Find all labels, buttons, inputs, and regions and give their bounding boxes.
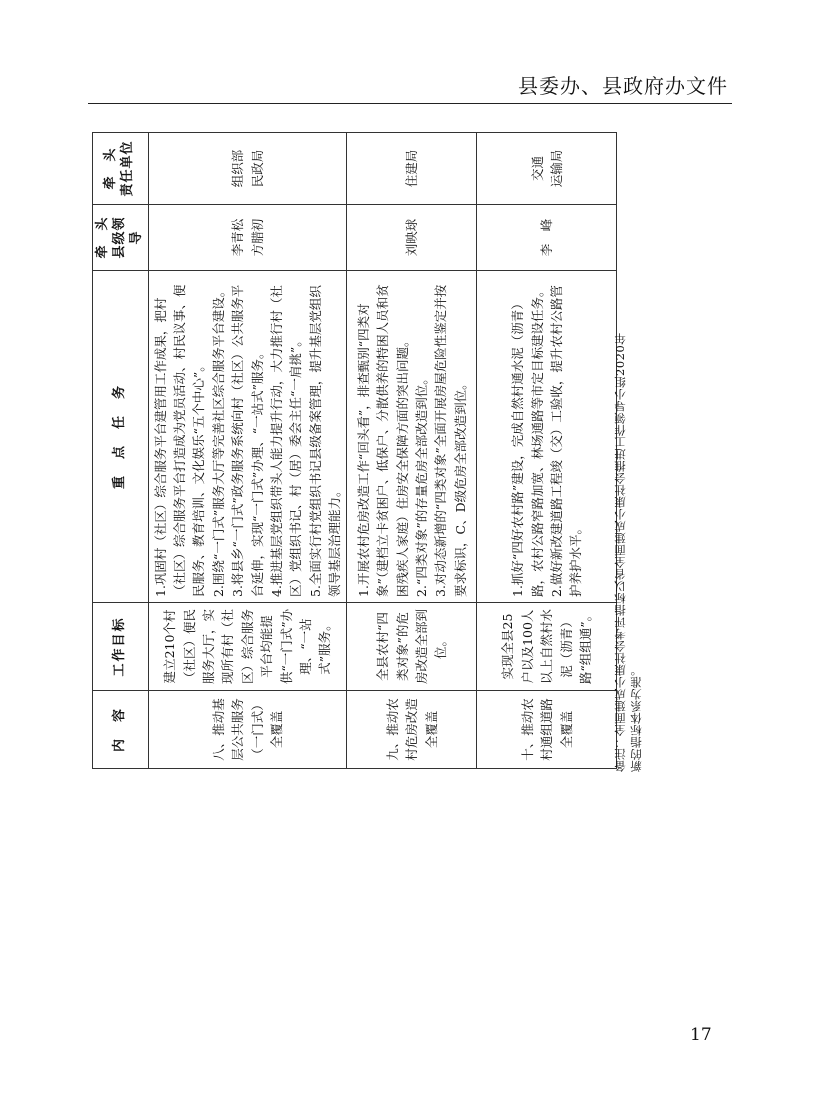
leader-name: 刘映球: [404, 218, 420, 257]
table-row: [477, 133, 617, 769]
leader-name: 李 峰: [539, 218, 555, 257]
header-divider: [88, 103, 732, 104]
footnote: 备注：全面建成小康社会考评指标以省全面建成小康社会推进工作领导小组2020年新的指标体系为准。: [613, 332, 643, 772]
row-leader: [477, 205, 617, 271]
row-content: 八、推动基层公共服务（一门式）全覆盖: [148, 691, 347, 769]
task-item: 4.推进基层党组织带头人能力提升行动，大力推行村（社区）党组织书记、村（居）委会主任“一肩挑”。: [268, 285, 304, 597]
task-item: 2.围绕“一门式”服务大厅等完善社区综合服务平台建设。: [210, 284, 226, 597]
row-goal: 实现全县25户以及100人以上自然村水泥（沥青）路“组组通”。: [477, 603, 617, 691]
row-tasks: [347, 271, 477, 603]
row-unit: [477, 133, 617, 205]
task-item: 1.抓好“四好农村路”建设，完成自然村通水泥（沥青）路，农村公路窄路加宽、林场通路等市定目标建设任务。: [510, 284, 545, 597]
task-item: 3.将县乡“一门式”政务服务系统向村（社区）公共服务平台延伸，实现“一门式”办理、“一站式”服务。: [230, 284, 265, 597]
table-row: [148, 133, 347, 769]
table-header-row: [93, 133, 149, 769]
row-content: 九、推动农村危房改造全覆盖: [347, 691, 477, 769]
header-tasks: 重 点 任 务: [93, 271, 149, 603]
unit-name: 住建局: [404, 149, 420, 188]
task-item: 2.“四类对象”的存量危房全部改造到位。: [413, 372, 429, 597]
row-leader: [347, 205, 477, 271]
rotated-table-area: [92, 133, 610, 769]
row-unit: [347, 133, 477, 205]
unit-name: 民政局: [249, 149, 265, 188]
row-unit: [148, 133, 347, 205]
task-item: 5.全面实行村党组织书记县级备案管理，提升基层党组织领导基层治理能力。: [307, 285, 343, 597]
header-goal: 工作目标: [93, 603, 149, 691]
rotated-table-inner: [92, 133, 610, 769]
row-leader: [148, 205, 347, 271]
task-item: 2.做好新改建道路工程竣（交）工验收，提升农村公路管护养护水平。: [548, 285, 584, 597]
row-goal: 全县农村“四类对象”的危房改造全部到位。: [347, 603, 477, 691]
leader-name: 李青松: [230, 218, 246, 257]
task-item: 1.开展农村危房改造工作“回头看”，排查甄别“四类对象”（建档立卡贫困户、低保户、分散供养的特困人员和贫困残疾人家庭）住房安全保障方面的突出问题。: [355, 284, 410, 597]
unit-name: 运输局: [548, 149, 564, 188]
document-header-title: 县委办、县政府办文件: [518, 74, 728, 98]
row-content: 十、推动农村通组道路全覆盖: [477, 691, 617, 769]
leader-name: 方腊初: [249, 218, 265, 257]
task-table: [92, 132, 617, 769]
row-tasks: [148, 271, 347, 603]
unit-name: 组织部: [230, 149, 246, 188]
header-leader: 牵 头 县级领导: [93, 205, 149, 271]
header-unit: 牵 头 责任单位: [93, 133, 149, 205]
header-content: 内 容: [93, 691, 149, 769]
table-row: [347, 133, 477, 769]
page-number: 17: [690, 1025, 712, 1045]
row-goal: 建立210个村（社区）便民服务大厅，实现所有村（社区）综合服务平台均能提供“一门式”办理、“一站式”服务。: [148, 603, 347, 691]
row-tasks: [477, 271, 617, 603]
task-item: 1.巩固村（社区）综合服务平台建管用工作成果，把村（社区）综合服务平台打造成为党员活动、村民议事、便民服务、教育培训、文化娱乐“五个中心”。: [152, 284, 207, 597]
unit-name: 交通: [529, 156, 545, 182]
task-item: 3.对动态新增的“四类对象”全面开展房屋危险性鉴定并按要求标识，C、D级危房全部改造到位。: [433, 284, 468, 597]
